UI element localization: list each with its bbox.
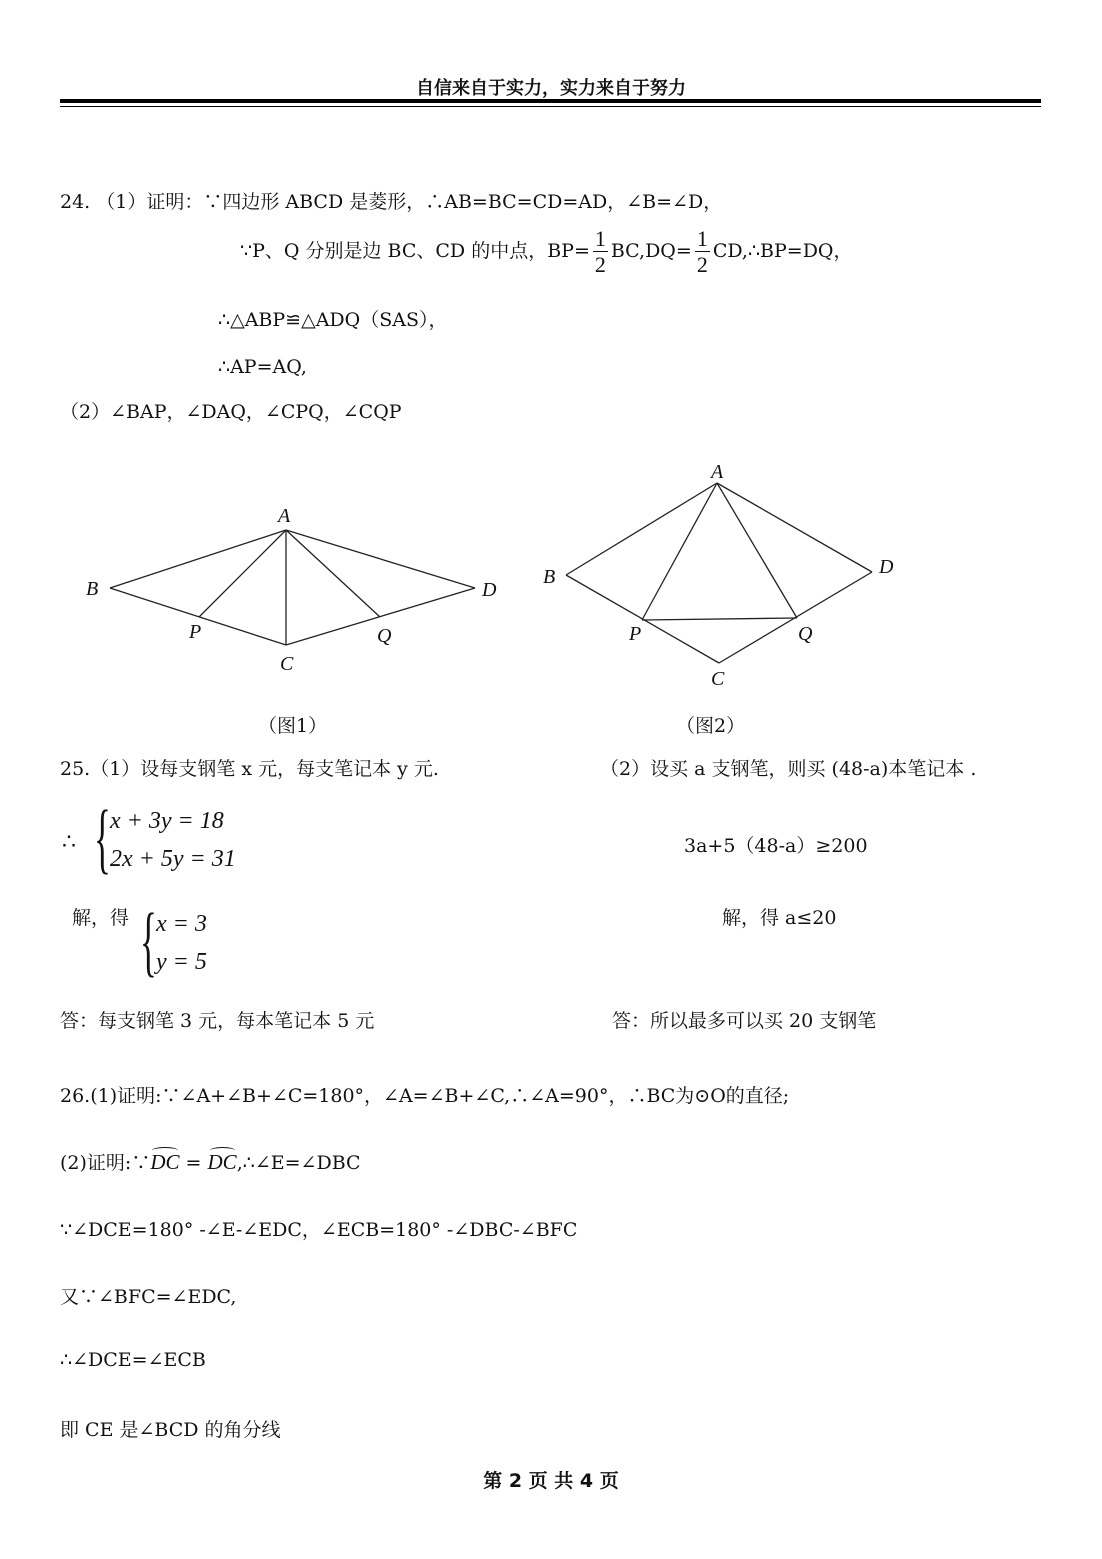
q24-line2-post: CD,∴BP=DQ， [712, 240, 853, 262]
fig1-label-b: B [86, 578, 99, 600]
brace-symbol: { [140, 897, 157, 984]
q26-line2-post: ,∴∠E=∠DBC [236, 1152, 361, 1174]
q25-eq1: x + 3y = 18 [110, 808, 224, 834]
q26-line3: ∵∠DCE=180° -∠E-∠EDC，∠ECB=180° -∠DBC-∠BFC [60, 1219, 578, 1241]
q25-right-line1: （2）设买 a 支钢笔，则买 (48-a)本笔记本 . [600, 758, 977, 780]
fig2-edge-pq [642, 618, 797, 620]
page-footer: 第 2 页 共 4 页 [483, 1470, 619, 1492]
fig1-label-p: P [189, 621, 202, 643]
q25-left-line1: 25.（1）设每支钢笔 x 元，每支笔记本 y 元. [60, 758, 439, 780]
q26-line4: 又∵∠BFC=∠EDC, [60, 1286, 237, 1308]
page-header: 自信来自于实力，实力来自于努力 [416, 78, 686, 99]
fig2-edge-ba [566, 483, 717, 575]
q25-inequality: 3a+5（48-a）≥200 [684, 835, 868, 857]
q26-line1: 26.(1)证明:∵∠A+∠B+∠C=180°，∠A=∠B+∠C,∴∠A=90°，∴BC为⊙O的直径; [60, 1085, 790, 1107]
fig2-label-p: P [629, 623, 642, 645]
fig2-label-q: Q [798, 623, 813, 645]
fig1-edge-aq [286, 530, 380, 617]
q25-solve-label: 解，得 [72, 907, 130, 929]
q25-right-answer: 答：所以最多可以买 20 支钢笔 [612, 1010, 877, 1032]
q26-line2-eq: = [179, 1152, 208, 1174]
fraction-half-1: $\frac{1}{2}$ [594, 226, 606, 277]
fig2-label-a: A [711, 461, 724, 483]
q25-left-answer: 答：每支钢笔 3 元，每本笔记本 5 元 [60, 1010, 375, 1032]
fig2-edge-aq [717, 483, 797, 618]
q24-line2-pre: ∵P、Q 分别是边 BC、CD 的中点，BP= [240, 240, 590, 262]
q26-line2 [60, 1148, 361, 1175]
fig2-label-c: C [711, 668, 725, 690]
q26-line6: 即 CE 是∠BCD 的角分线 [60, 1419, 281, 1441]
figure-1-rhombus [70, 495, 520, 695]
fig1-label-c: C [280, 653, 294, 675]
q25-solution [140, 897, 207, 984]
figure-2-rhombus [550, 470, 900, 670]
q25-right-solve: 解，得 a≤20 [722, 907, 837, 929]
fig2-label-b: B [543, 566, 556, 588]
q25-sol1: x = 3 [156, 911, 207, 937]
q24-line4: ∴AP=AQ, [218, 356, 307, 378]
q24-line3: ∴△ABP≌△ADQ（SAS）， [218, 309, 448, 331]
q25-sol2: y = 5 [156, 949, 207, 975]
q25-therefore: ∴ [62, 830, 76, 855]
q25-eq2: 2x + 5y = 31 [110, 846, 236, 872]
brace-symbol: { [94, 794, 111, 881]
q26-line5: ∴∠DCE=∠ECB [60, 1349, 206, 1371]
fig2-edge-ap [642, 483, 717, 620]
fig1-edge-ba [110, 530, 286, 588]
q24-part2: （2）∠BAP，∠DAQ，∠CPQ，∠CQP [60, 401, 402, 423]
fig1-caption: （图1） [258, 715, 328, 737]
fraction-half-2: $\frac{1}{2}$ [696, 226, 708, 277]
q25-system-equations [94, 794, 236, 881]
header-rule-thick [60, 99, 1041, 103]
fig1-label-d: D [482, 579, 497, 601]
fig2-caption: （图2） [676, 715, 746, 737]
q24-line2-mid: BC,DQ= [610, 240, 692, 262]
fig1-edge-ad [286, 530, 475, 588]
q24-line1: 24. （1）证明：∵四边形 ABCD 是菱形，∴AB=BC=CD=AD，∠B=∠D， [60, 191, 723, 213]
fig1-edge-ap [199, 530, 286, 617]
fig2-label-d: D [879, 556, 894, 578]
fig1-label-a: A [278, 505, 291, 527]
arc-dc-2: DC [207, 1150, 237, 1174]
arc-dc-1: DC [150, 1150, 180, 1174]
q24-line2 [240, 228, 853, 276]
q26-line2-pre: (2)证明:∵ [60, 1152, 151, 1174]
header-rule-thin [60, 106, 1041, 107]
fig2-edge-ad [717, 483, 872, 572]
fig1-label-q: Q [377, 625, 392, 647]
